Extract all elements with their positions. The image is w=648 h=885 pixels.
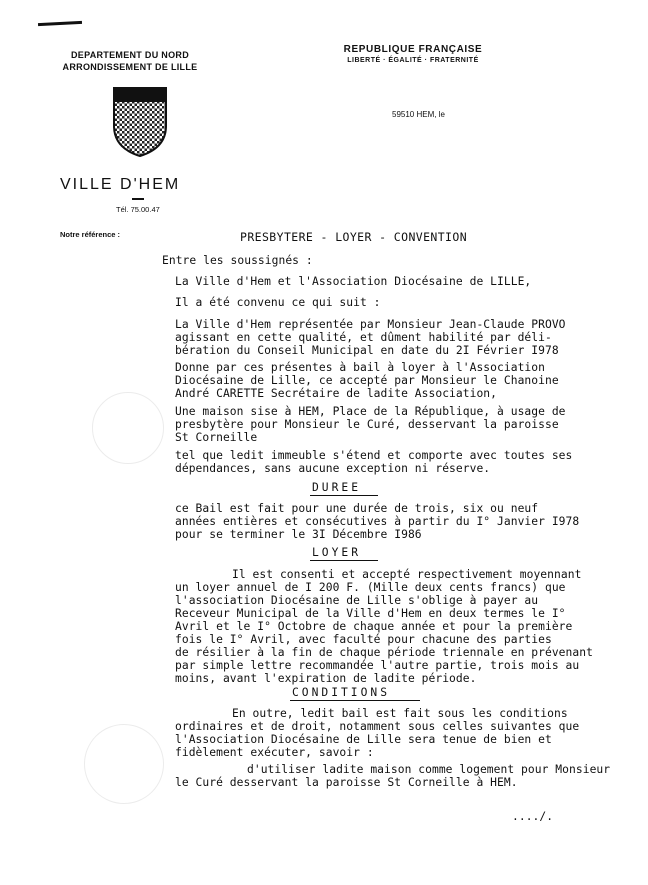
body-line: moins, avant l'expiration de ladite période.	[175, 672, 477, 685]
faint-stamp-bottom	[84, 724, 164, 804]
body-line: Entre les soussignés :	[162, 254, 313, 267]
body-line: fois le I° Avril, avec faculté pour chacune des parties	[175, 633, 552, 646]
republic-motto: LIBERTÉ · ÉGALITÉ · FRATERNITÉ	[347, 57, 479, 64]
telephone: Tél. 75.00.47	[116, 205, 160, 214]
body-line: par simple lettre recommandée l'autre partie, trois mois au	[175, 659, 580, 672]
body-line: André CARETTE Secrétaire de ladite Association,	[175, 387, 498, 400]
body-line: dépendances, sans aucune exception ni réserve.	[175, 462, 491, 475]
body-line: presbytère pour Monsieur le Curé, desservant la paroisse	[175, 418, 559, 431]
body-line: La Ville d'Hem et l'Association Diocésaine de LILLE,	[175, 275, 532, 288]
continuation-mark: ..../.	[512, 810, 554, 823]
body-line: Il est consenti et accepté respectivement moyennant	[232, 568, 582, 581]
body-line: un loyer annuel de I 200 F. (Mille deux cents francs) que	[175, 581, 566, 594]
heading-underline	[310, 560, 378, 561]
town-name: VILLE D'HEM	[60, 176, 181, 193]
arrondissement-line: ARRONDISSEMENT DE LILLE	[62, 62, 198, 72]
department-line: DEPARTEMENT DU NORD	[70, 50, 190, 60]
body-line: La Ville d'Hem représentée par Monsieur Jean-Claude PROVO	[175, 318, 566, 331]
republic-title: REPUBLIQUE FRANÇAISE	[343, 44, 483, 55]
town-underline	[132, 198, 144, 200]
body-line: l'Association Diocésaine de Lille sera tenue de bien et	[175, 733, 552, 746]
coat-of-arms-icon	[112, 86, 168, 158]
republic-header	[318, 43, 508, 66]
body-line: Une maison sise à HEM, Place de la République, à usage de	[175, 405, 566, 418]
body-line: le Curé desservant la paroisse St Corneille à HEM.	[175, 776, 518, 789]
heading-underline	[310, 495, 378, 496]
body-line: tel que ledit immeuble s'étend et comporte avec toutes ses	[175, 449, 573, 462]
body-line: de résilier à la fin de chaque période triennale en prévenant	[175, 646, 593, 659]
body-line: St Corneille	[175, 431, 258, 444]
body-line: bération du Conseil Municipal en date du 2I Février I978	[175, 344, 559, 357]
reference-label: Notre référence :	[60, 230, 121, 239]
faint-stamp-top	[92, 392, 164, 464]
body-line: ordinaires et de droit, notamment sous celles suivantes que	[175, 720, 580, 733]
handwritten-dash	[38, 21, 82, 26]
body-line: En outre, ledit bail est fait sous les conditions	[232, 707, 568, 720]
body-line: Avril et le I° Octobre de chaque année et pour la première	[175, 620, 573, 633]
body-line: d'utiliser ladite maison comme logement pour Monsieur	[247, 763, 611, 776]
body-line: agissant en cette qualité, et dûment habilité par déli-	[175, 331, 552, 344]
heading-conditions: CONDITIONS	[292, 686, 391, 699]
body-line: l'association Diocésaine de Lille s'oblige à payer au	[175, 594, 539, 607]
body-line: Donne par ces présentes à bail à loyer à l'Association	[175, 361, 545, 374]
body-line: ce Bail est fait pour une durée de trois, six ou neuf	[175, 502, 539, 515]
heading-loyer: LOYER	[312, 546, 362, 559]
body-line: Receveur Municipal de la Ville d'Hem en deux termes le I°	[175, 607, 566, 620]
body-line: Diocésaine de Lille, ce accepté par Monsieur le Chanoine	[175, 374, 559, 387]
heading-duree: DUREE	[312, 481, 362, 494]
body-line: Il a été convenu ce qui suit :	[175, 296, 381, 309]
body-line: pour se terminer le 3I Décembre I986	[175, 528, 422, 541]
place-date-line: 59510 HEM, le	[392, 110, 445, 119]
body-line: fidèlement exécuter, savoir :	[175, 746, 374, 759]
body-line: années entières et consécutives à partir du I° Janvier I978	[175, 515, 580, 528]
heading-underline	[290, 700, 420, 701]
document-title: PRESBYTERE - LOYER - CONVENTION	[240, 230, 468, 244]
department-header	[60, 49, 200, 73]
